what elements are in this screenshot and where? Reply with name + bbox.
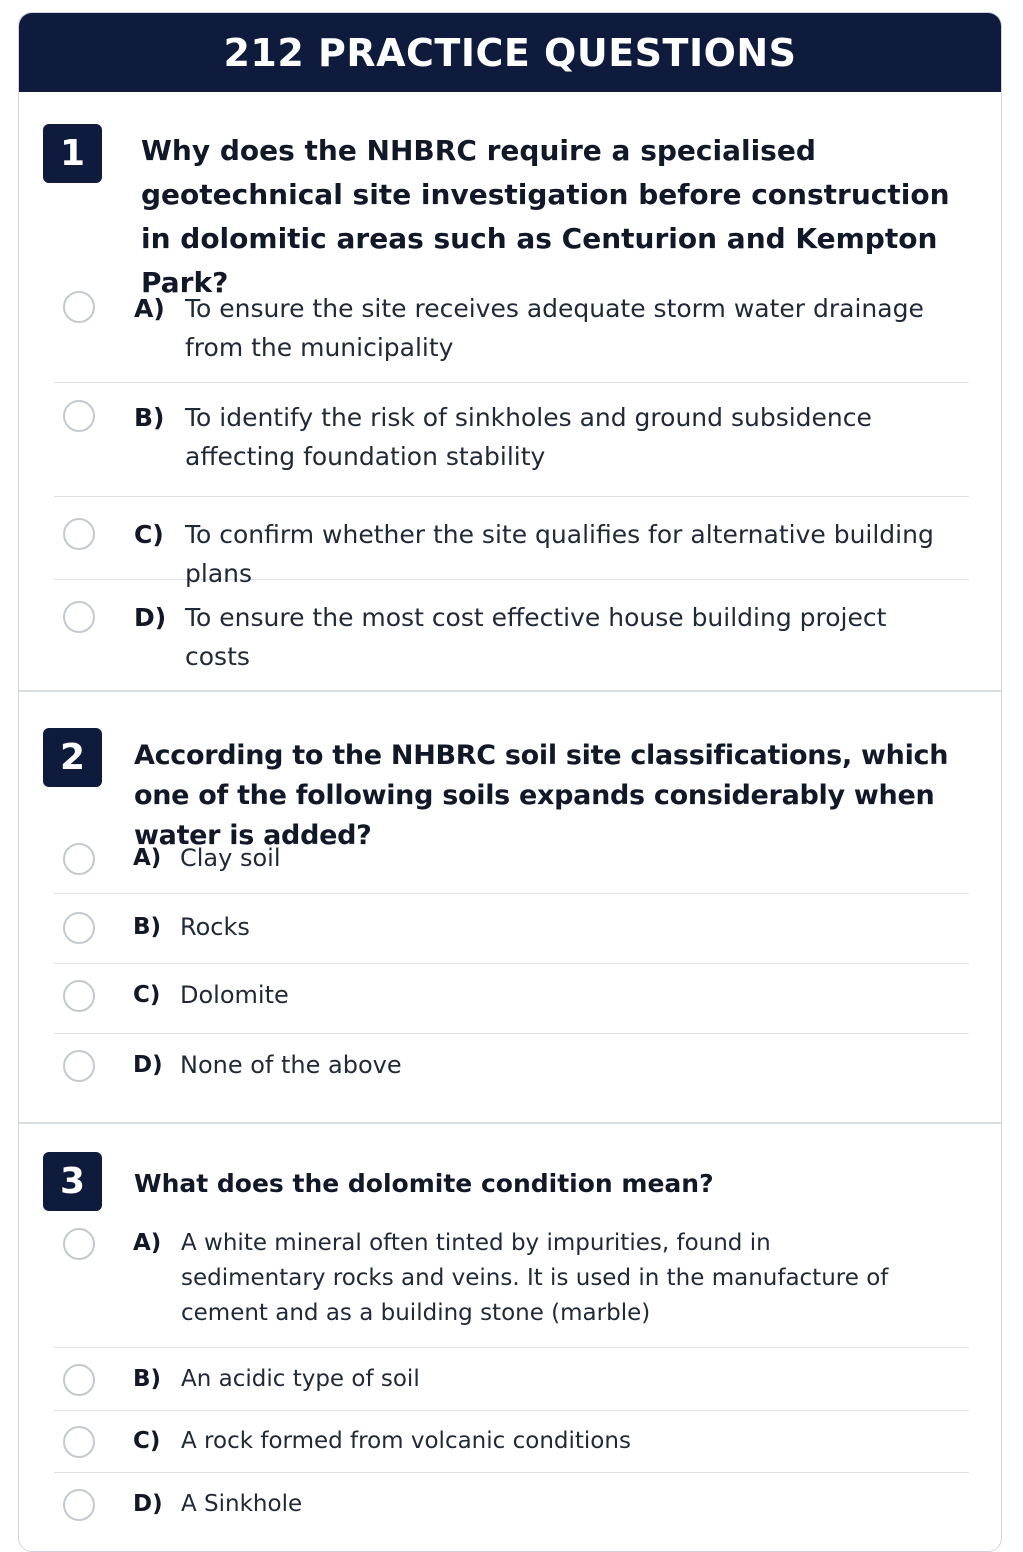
option-letter: C)	[133, 1428, 161, 1454]
option-text: To ensure the site receives adequate storm water drainage from the municipality	[185, 294, 924, 362]
question-3	[19, 1124, 1001, 1544]
option-text: A rock formed from volcanic conditions	[181, 1428, 631, 1454]
radio-button[interactable]	[63, 1050, 95, 1082]
radio-button[interactable]	[63, 980, 95, 1012]
question-text: What does the dolomite condition mean?	[134, 1169, 714, 1198]
option-text: To confirm whether the site qualifies for alternative building plans	[185, 520, 934, 588]
option-d[interactable]	[54, 580, 969, 680]
option-c[interactable]	[54, 1411, 969, 1473]
radio-button[interactable]	[63, 400, 95, 432]
radio-button[interactable]	[63, 601, 95, 633]
question-text: Why does the NHBRC require a specialised geotechnical site investigation before construction in dolomitic areas such as Centurion and Kempton Park?	[141, 134, 950, 299]
option-text: Clay soil	[180, 844, 281, 872]
option-d[interactable]	[54, 1034, 969, 1114]
option-b[interactable]	[54, 383, 969, 497]
page-title: 212 PRACTICE QUESTIONS	[223, 30, 797, 75]
option-letter: A)	[133, 1230, 162, 1256]
question-text: According to the NHBRC soil site classifications, which one of the following soils expands considerably when water is added?	[134, 740, 949, 851]
option-c[interactable]	[54, 964, 969, 1034]
radio-button[interactable]	[63, 1228, 95, 1260]
question-number-badge: 1	[43, 124, 102, 183]
option-b[interactable]	[54, 1348, 969, 1411]
radio-button[interactable]	[63, 1426, 95, 1458]
option-letter: D)	[133, 1491, 163, 1517]
option-text: Dolomite	[180, 981, 289, 1009]
option-a[interactable]	[54, 1219, 969, 1348]
option-text: Rocks	[180, 913, 250, 941]
option-letter: B)	[133, 914, 162, 940]
option-c[interactable]	[54, 497, 969, 588]
option-d[interactable]	[54, 1473, 969, 1535]
option-letter: A)	[133, 845, 162, 871]
option-letter: B)	[134, 403, 165, 432]
option-text: A Sinkhole	[181, 1491, 303, 1517]
option-text: To identify the risk of sinkholes and ground subsidence affecting foundation stability	[185, 403, 872, 471]
option-letter: C)	[133, 982, 161, 1008]
header-bar	[19, 13, 1001, 92]
option-text: To ensure the most cost effective house building project costs	[185, 603, 887, 671]
radio-button[interactable]	[63, 291, 95, 323]
radio-button[interactable]	[63, 1364, 95, 1396]
option-letter: C)	[134, 520, 164, 549]
radio-button[interactable]	[63, 843, 95, 875]
option-letter: A)	[134, 294, 165, 323]
option-letter: D)	[134, 603, 167, 632]
option-a[interactable]	[54, 824, 969, 894]
question-2	[19, 692, 1001, 1124]
option-b[interactable]	[54, 894, 969, 964]
question-number-badge: 3	[43, 1152, 102, 1211]
radio-button[interactable]	[63, 1489, 95, 1521]
radio-button[interactable]	[63, 912, 95, 944]
quiz-card	[18, 12, 1002, 1552]
option-letter: B)	[133, 1366, 162, 1392]
option-a[interactable]	[54, 277, 969, 383]
option-text: None of the above	[180, 1051, 402, 1079]
question-number-badge: 2	[43, 728, 102, 787]
radio-button[interactable]	[63, 518, 95, 550]
option-letter: D)	[133, 1052, 163, 1078]
option-text: An acidic type of soil	[181, 1366, 420, 1392]
question-1	[19, 92, 1001, 692]
option-text: A white mineral often tinted by impurities, found in sedimentary rocks and veins. It is used in the manufacture of cement and as a building stone (marble)	[181, 1230, 889, 1326]
